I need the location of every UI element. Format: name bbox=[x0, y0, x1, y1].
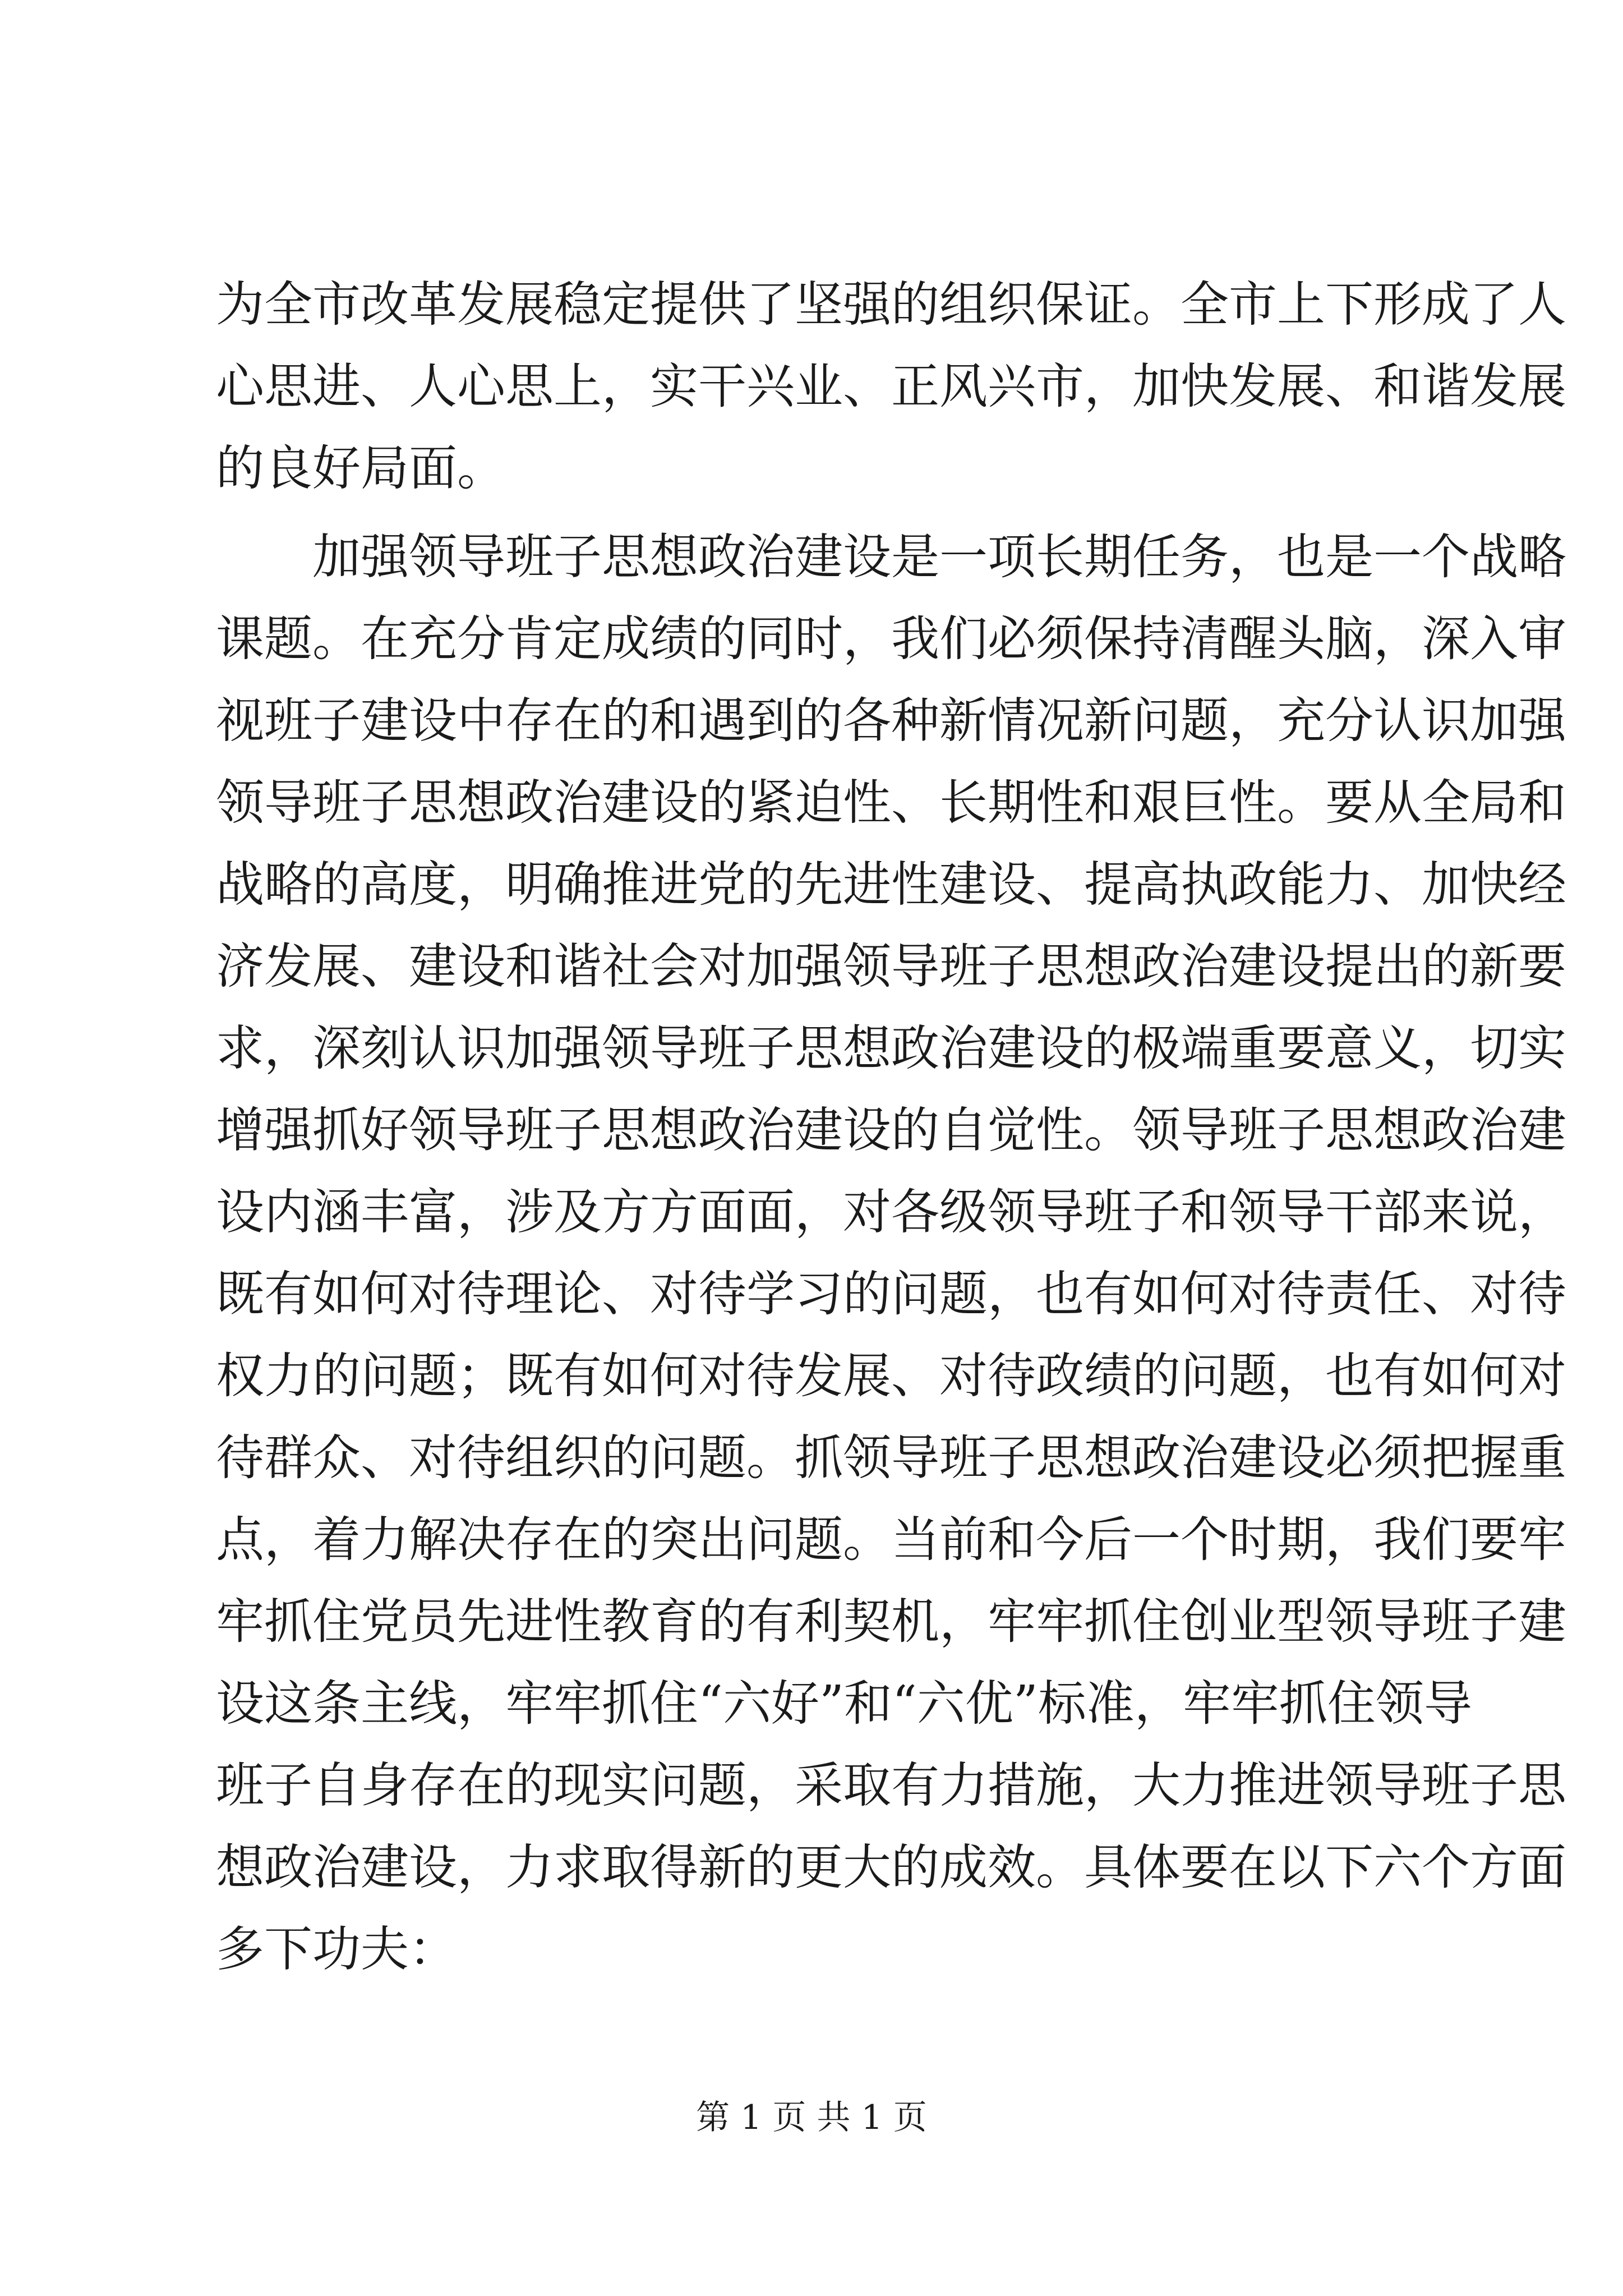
paragraph-2-line: 济发展、建设和谐社会对加强领导班子思想政治建设提出的新要 bbox=[216, 938, 1566, 995]
paragraph-2-line: 多下功夫： bbox=[216, 1921, 457, 1977]
paragraph-2-line: 权力的问题；既有如何对待发展、对待政绩的问题，也有如何对 bbox=[216, 1348, 1566, 1404]
paragraph-2-line: 课题。在充分肯定成绩的同时，我们必须保持清醒头脑，深入审 bbox=[216, 611, 1566, 667]
paragraph-2-line: 设这条主线，牢牢抓住“六好”和“六优”标准，牢牢抓住领导 bbox=[216, 1676, 1472, 1732]
paragraph-2-line: 班子自身存在的现实问题，采取有力措施，大力推进领导班子思 bbox=[216, 1757, 1566, 1814]
paragraph-2-line: 想政治建设，力求取得新的更大的成效。具体要在以下六个方面 bbox=[216, 1839, 1566, 1895]
paragraph-2-line: 设内涵丰富，涉及方方面面，对各级领导班子和领导干部来说， bbox=[216, 1184, 1566, 1240]
paragraph-2-line: 牢抓住党员先进性教育的有利契机，牢牢抓住创业型领导班子建 bbox=[216, 1594, 1566, 1650]
paragraph-2-line: 增强抓好领导班子思想政治建设的自觉性。领导班子思想政治建 bbox=[216, 1102, 1566, 1158]
paragraph-2-line: 领导班子思想政治建设的紧迫性、长期性和艰巨性。要从全局和 bbox=[216, 775, 1566, 831]
paragraph-2-line: 加强领导班子思想政治建设是一项长期任务，也是一个战略 bbox=[312, 529, 1566, 585]
paragraph-2-line: 待群众、对待组织的问题。抓领导班子思想政治建设必须把握重 bbox=[216, 1430, 1566, 1486]
paragraph-2-line: 战略的高度，明确推进党的先进性建设、提高执政能力、加快经 bbox=[216, 857, 1566, 913]
paragraph-2-line: 点，着力解决存在的突出问题。当前和今后一个时期，我们要牢 bbox=[216, 1512, 1566, 1568]
paragraph-2-line: 求，深刻认识加强领导班子思想政治建设的极端重要意义，切实 bbox=[216, 1020, 1566, 1076]
paragraph-2-line: 视班子建设中存在的和遇到的各种新情况新问题，充分认识加强 bbox=[216, 693, 1566, 749]
paragraph-1-line: 的良好局面。 bbox=[216, 440, 505, 496]
paragraph-1-line: 心思进、人心思上，实干兴业、正风兴市，加快发展、和谐发展 bbox=[216, 358, 1566, 415]
paragraph-1-line: 为全市改革发展稳定提供了坚强的组织保证。全市上下形成了人 bbox=[216, 277, 1566, 333]
page-footer: 第 1 页 共 1 页 bbox=[696, 2098, 927, 2137]
document-body bbox=[216, 264, 1566, 1990]
paragraph-2-line: 既有如何对待理论、对待学习的问题，也有如何对待责任、对待 bbox=[216, 1266, 1566, 1322]
